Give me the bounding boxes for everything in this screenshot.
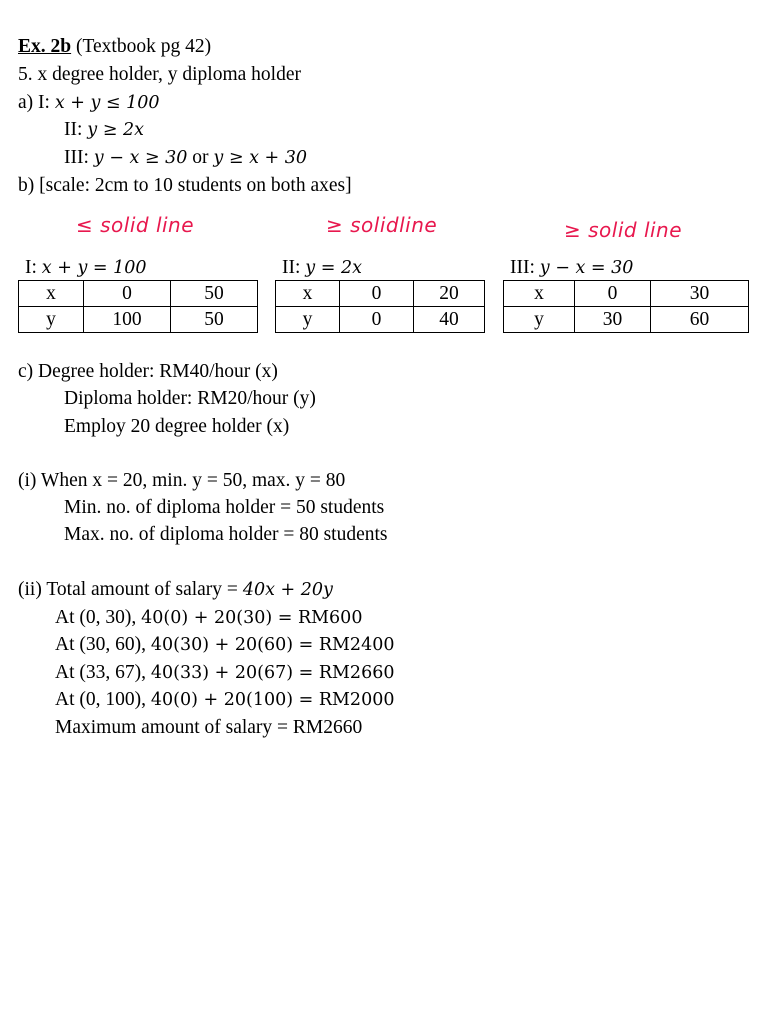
table-row — [504, 307, 749, 333]
vertex-calculation: 40(0) + 20(30) = RM600 — [141, 608, 363, 628]
vertex-label: At (30, 60), — [55, 634, 151, 655]
question-5: 5. x degree holder, y diploma holder — [18, 64, 301, 85]
inequality-iii-expr-a: y − x ≥ 30 — [93, 148, 188, 168]
table-cell: y — [504, 307, 575, 333]
table-3-title-eq: y − x = 30 — [539, 258, 634, 278]
inequality-iii — [64, 146, 307, 170]
table-cell: 50 — [171, 281, 258, 307]
table-2-title-prefix: II: — [282, 257, 306, 278]
table-cell: x — [504, 281, 575, 307]
part-c-line-3: Employ 20 degree holder (x) — [64, 416, 290, 437]
exercise-label: Ex. 2b — [18, 36, 72, 57]
table-cell: x — [19, 281, 84, 307]
inequality-i — [18, 91, 160, 115]
inequality-iii-label: III: — [64, 147, 94, 168]
table-row — [504, 281, 749, 307]
vertex-label: At (0, 30), — [55, 607, 142, 628]
part-ci-line-1: (i) When x = 20, min. y = 50, max. y = 80 — [18, 470, 346, 491]
inequality-iii-expr-b: y ≥ x + 30 — [213, 148, 307, 168]
table-row — [276, 281, 485, 307]
table-2-title — [282, 256, 362, 280]
handwritten-note-3: ≥ solid line — [564, 218, 683, 242]
table-3-title — [510, 256, 633, 280]
vertex-line — [55, 688, 394, 712]
vertex-label: At (33, 67), — [55, 662, 151, 683]
table-cell: 0 — [575, 281, 651, 307]
table-1-title — [25, 256, 147, 280]
part-a-label: a) I: — [18, 92, 55, 113]
vertex-calculation: 40(30) + 20(60) = RM2400 — [150, 635, 395, 655]
table-2-title-eq: y = 2x — [305, 258, 362, 278]
textbook-reference: (Textbook pg 42) — [75, 36, 212, 57]
table-cell: 30 — [575, 307, 651, 333]
value-table-1 — [18, 280, 258, 333]
table-cell: y — [276, 307, 340, 333]
vertex-line — [55, 661, 394, 685]
exercise-header — [18, 35, 211, 59]
table-cell: 20 — [414, 281, 485, 307]
table-cell: 60 — [651, 307, 749, 333]
salary-expression: 40x + 20y — [242, 580, 333, 600]
table-1-title-prefix: I: — [25, 257, 42, 278]
max-salary-conclusion: Maximum amount of salary = RM2660 — [55, 717, 363, 738]
vertex-calculation: 40(33) + 20(67) = RM2660 — [150, 663, 395, 683]
part-c-line-1: c) Degree holder: RM40/hour (x) — [18, 361, 278, 382]
table-cell: 0 — [340, 281, 414, 307]
part-ci-line-3: Max. no. of diploma holder = 80 students — [64, 524, 388, 545]
part-cii-total — [18, 578, 333, 602]
vertex-line — [55, 633, 394, 657]
table-cell: 0 — [84, 281, 171, 307]
inequality-ii — [64, 118, 144, 142]
value-table-3 — [503, 280, 749, 333]
table-cell: x — [276, 281, 340, 307]
part-cii-label: (ii) Total amount of salary = — [18, 579, 243, 600]
handwritten-note-2: ≥ solidline — [326, 213, 438, 237]
vertex-calculation: 40(0) + 20(100) = RM2000 — [150, 690, 395, 710]
table-row — [19, 281, 258, 307]
table-3-title-prefix: III: — [510, 257, 540, 278]
table-cell: 30 — [651, 281, 749, 307]
vertex-line — [55, 606, 362, 630]
inequality-i-expr: x + y ≤ 100 — [54, 93, 160, 113]
table-1-title-eq: x + y = 100 — [41, 258, 147, 278]
table-cell: 0 — [340, 307, 414, 333]
handwritten-note-1: ≤ solid line — [76, 213, 195, 237]
part-ci-line-2: Min. no. of diploma holder = 50 students — [64, 497, 385, 518]
inequality-ii-label: II: — [64, 119, 88, 140]
part-b-scale: b) [scale: 2cm to 10 students on both axes] — [18, 175, 352, 196]
table-cell: y — [19, 307, 84, 333]
table-cell: 40 — [414, 307, 485, 333]
inequality-ii-expr: y ≥ 2x — [87, 120, 144, 140]
inequality-iii-or: or — [192, 147, 214, 168]
table-cell: 50 — [171, 307, 258, 333]
table-cell: 100 — [84, 307, 171, 333]
part-c-line-2: Diploma holder: RM20/hour (y) — [64, 388, 316, 409]
table-row — [276, 307, 485, 333]
value-table-2 — [275, 280, 485, 333]
table-row — [19, 307, 258, 333]
vertex-label: At (0, 100), — [55, 689, 151, 710]
